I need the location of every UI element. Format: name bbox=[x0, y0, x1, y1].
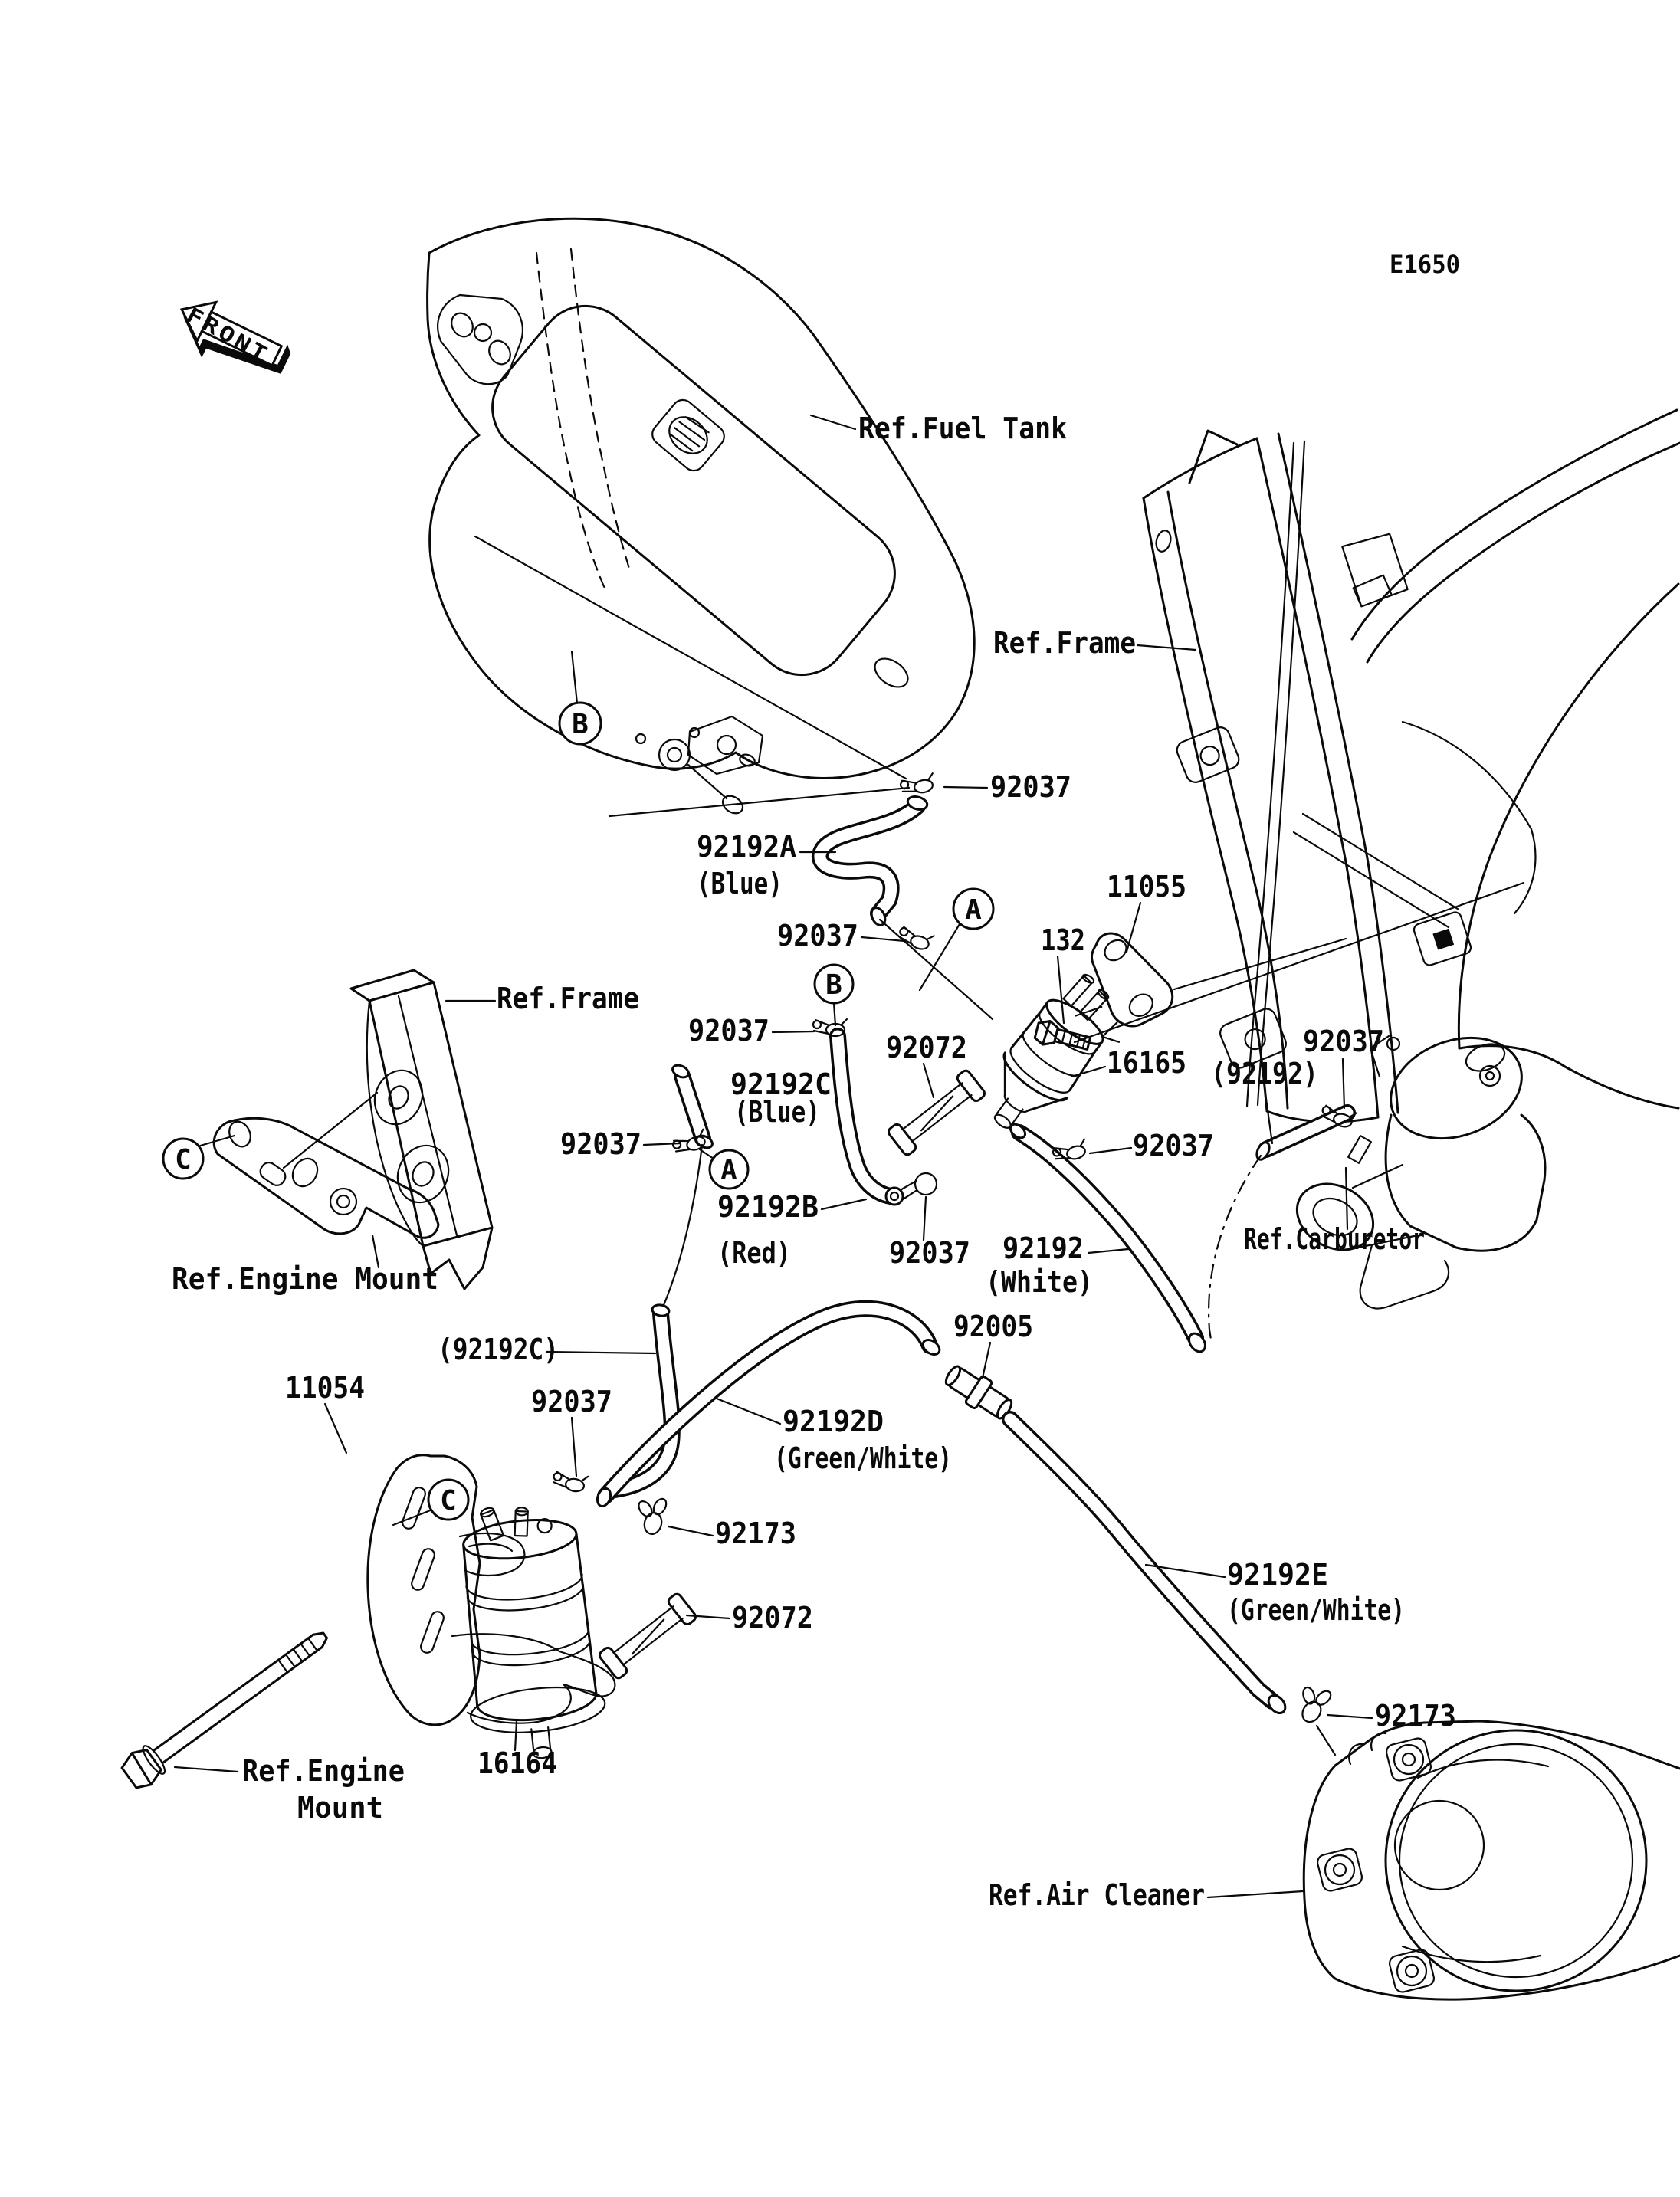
balloon-a-hose bbox=[700, 1149, 748, 1189]
fuel-tank-mount-hole bbox=[870, 653, 914, 693]
hose-92192c-upper bbox=[671, 1063, 714, 1150]
balloon-c-plate-letter: C bbox=[175, 1144, 192, 1176]
label-hose-b: 92192B bbox=[717, 1190, 819, 1224]
hose-92192a-extension-line bbox=[880, 920, 993, 1019]
label-hose-a-color: (Blue) bbox=[697, 867, 783, 900]
hose-92192c-link-line bbox=[662, 1145, 702, 1309]
label-joint-92005: 92005 bbox=[953, 1310, 1033, 1343]
frame-rubber-mount-upper bbox=[1174, 725, 1242, 785]
label-hose-white-color: (White) bbox=[986, 1265, 1093, 1299]
frame-hole bbox=[1154, 529, 1173, 553]
label-hose-c: 92192C bbox=[730, 1067, 832, 1101]
label-ref-air-cleaner: Ref.Air Cleaner bbox=[989, 1878, 1205, 1912]
label-ref-frame-left: Ref.Frame bbox=[497, 982, 639, 1015]
diagram-code: E1650 bbox=[1390, 250, 1460, 279]
balloon-a-top bbox=[920, 889, 993, 990]
frame-right-drawing bbox=[1144, 410, 1680, 1122]
clamp-1 bbox=[900, 773, 937, 797]
label-clamp-8: 92037 bbox=[531, 1385, 612, 1418]
label-band-1: 92072 bbox=[886, 1031, 967, 1064]
label-valve-16165: 16165 bbox=[1107, 1046, 1186, 1080]
label-hose-e: 92192E bbox=[1227, 1558, 1328, 1592]
heat-shield-drawing bbox=[368, 1455, 615, 1725]
label-clamp-3: 92037 bbox=[688, 1014, 769, 1048]
air-cleaner-ports bbox=[1349, 1733, 1386, 1764]
assembly-axis-line bbox=[1075, 883, 1524, 1042]
balloon-b-tank bbox=[559, 651, 601, 744]
fuel-tank-drawing bbox=[428, 218, 975, 817]
label-clamp-5: 92037 bbox=[889, 1236, 970, 1270]
label-ref-frame-right: Ref.Frame bbox=[993, 626, 1136, 660]
label-hose-white: 92192 bbox=[1002, 1231, 1084, 1265]
label-clamp-1: 92037 bbox=[990, 770, 1071, 804]
clamp-2 bbox=[897, 926, 934, 953]
label-clip-2: 92173 bbox=[1375, 1699, 1456, 1733]
label-ref-fuel-tank: Ref.Fuel Tank bbox=[858, 412, 1068, 445]
label-band-2: 92072 bbox=[732, 1601, 813, 1635]
fuel-tank-top-panel bbox=[473, 287, 914, 694]
air-cleaner-boss-1 bbox=[1385, 1736, 1432, 1782]
canister-drawing bbox=[449, 1497, 610, 1765]
frame-bushing-lower bbox=[389, 1137, 457, 1210]
fuel-tank-filler-cap bbox=[648, 395, 729, 475]
label-hose-d: 92192D bbox=[783, 1405, 884, 1438]
band-92072-1 bbox=[887, 1069, 986, 1156]
balloon-b-hose-letter: B bbox=[825, 969, 842, 1001]
hose-92192a bbox=[820, 795, 929, 927]
label-bolt-132: 132 bbox=[1041, 923, 1085, 957]
label-clamp-2: 92037 bbox=[777, 919, 858, 953]
frame-tab-bracket bbox=[1342, 533, 1409, 608]
label-hose-e-color: (Green/White) bbox=[1227, 1593, 1405, 1627]
label-hose-a: 92192A bbox=[697, 830, 797, 864]
balloon-b-hose bbox=[815, 965, 853, 1025]
balloon-a-hose-letter: A bbox=[720, 1155, 737, 1186]
label-clip-1: 92173 bbox=[715, 1517, 796, 1550]
label-bracket-11055: 11055 bbox=[1107, 870, 1186, 903]
label-ref-carburetor: Ref.Carburetor bbox=[1244, 1222, 1425, 1256]
label-hose-c-ref: (92192C) bbox=[438, 1333, 559, 1366]
label-canister-16164: 16164 bbox=[477, 1746, 557, 1780]
front-arrow bbox=[167, 290, 296, 390]
frame-bushing-upper bbox=[366, 1063, 431, 1132]
fuel-tank-internal-line-2 bbox=[571, 249, 630, 571]
fuel-tank-petcock bbox=[636, 728, 746, 817]
clip-92173-1 bbox=[636, 1497, 669, 1536]
clamp-5 bbox=[898, 1172, 938, 1200]
label-shield-11054: 11054 bbox=[285, 1371, 365, 1405]
label-ref-engine-lower-2: Mount bbox=[297, 1791, 383, 1825]
label-clamp-6: 92037 bbox=[1303, 1025, 1384, 1058]
balloon-b-tank-letter: B bbox=[572, 709, 589, 740]
label-ref-engine-mount-upper: Ref.Engine Mount bbox=[172, 1262, 438, 1296]
label-clamp-7: 92037 bbox=[1133, 1129, 1214, 1162]
band-92072-2 bbox=[598, 1592, 697, 1680]
front-arrow-label: FRONT bbox=[182, 303, 259, 360]
air-cleaner-drawing bbox=[1304, 1721, 1680, 1999]
label-hose-c-color: (Blue) bbox=[734, 1095, 820, 1129]
clip-92173-2 bbox=[1291, 1681, 1334, 1729]
clamp-8 bbox=[552, 1471, 588, 1493]
air-cleaner-boss-2 bbox=[1316, 1847, 1363, 1892]
air-cleaner-boss-3 bbox=[1388, 1948, 1436, 1993]
frame-left-drawing bbox=[351, 970, 492, 1289]
balloon-c-shield-letter: C bbox=[440, 1485, 457, 1517]
label-clamp-4: 92037 bbox=[560, 1127, 641, 1161]
label-hose-b-color: (Red) bbox=[717, 1236, 791, 1270]
label-hose-d-color: (Green/White) bbox=[774, 1441, 952, 1475]
fuel-tank-front-bracket bbox=[438, 295, 523, 384]
carburetor-drawing bbox=[1285, 1021, 1545, 1309]
label-hose-white-ref: (92192) bbox=[1211, 1057, 1318, 1090]
label-ref-engine-lower-1: Ref.Engine bbox=[242, 1754, 405, 1788]
balloon-a-top-letter: A bbox=[965, 894, 982, 926]
